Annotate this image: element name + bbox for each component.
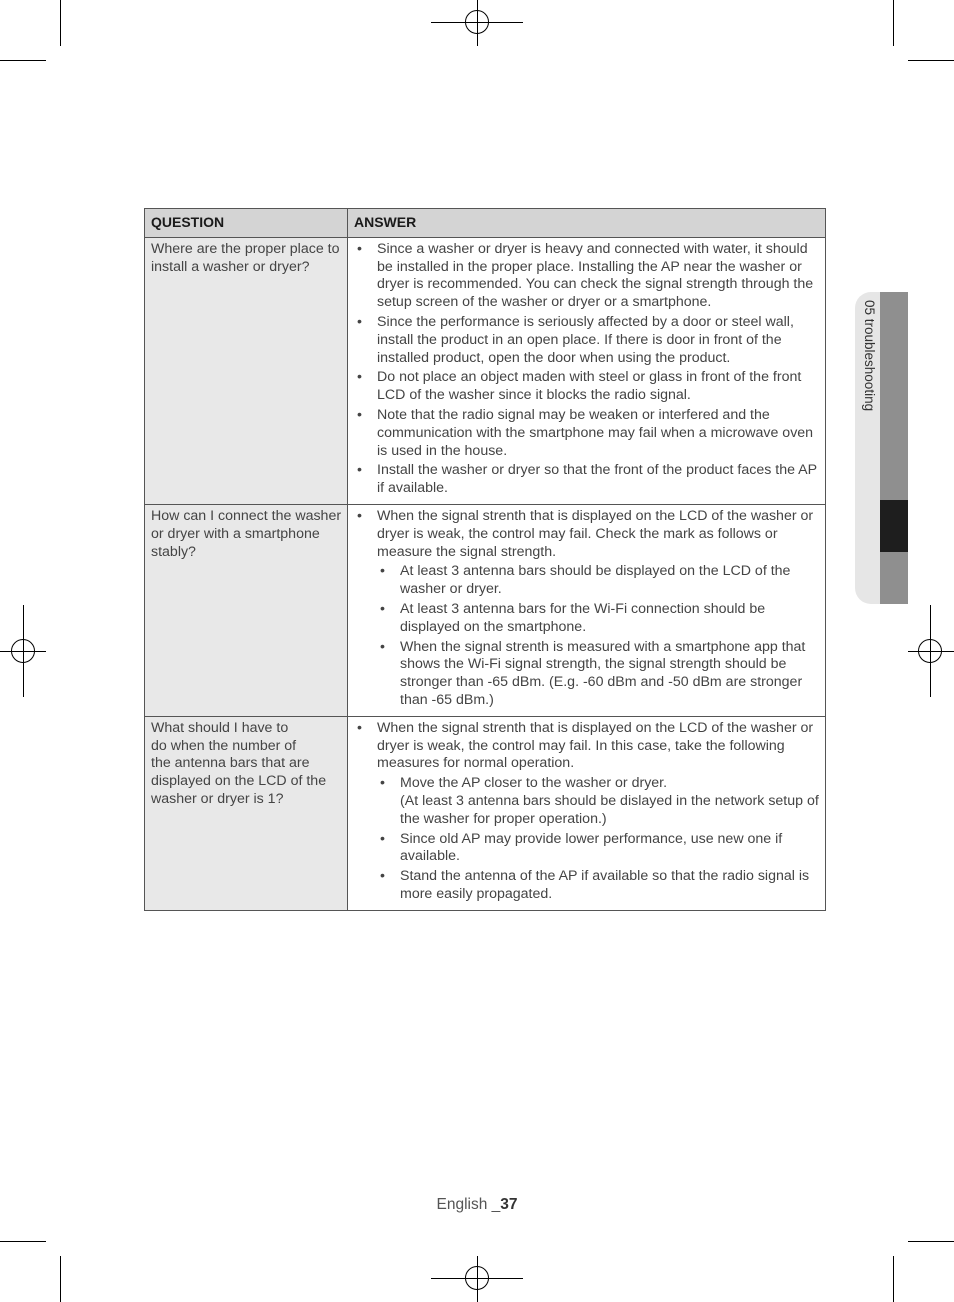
- answer-bullet-text: When the signal strenth that is displayed on the LCD of the washer or dryer is weak, the control may fail. In this case, take the following measures for normal operation.: [377, 719, 814, 772]
- answer-sub-bullet: [377, 775, 820, 828]
- chapter-tab-bar: [880, 292, 908, 604]
- crop-mark: [0, 1241, 46, 1242]
- answer-bullet: • Install the washer or dryer so that the front of the product faces the AP if available.: [354, 462, 820, 498]
- question-cell: How can I connect the washer or dryer with a smartphone stably?: [145, 504, 348, 716]
- table-header-row: [145, 209, 826, 238]
- answer-cell: [348, 716, 826, 910]
- answer-bullet: • Since a washer or dryer is heavy and connected with water, it should be installed in the proper place. Installing the AP near the washer or dryer is recommended. You can check the signal strength through the setup screen of the washer or dryer or a smartphone.: [354, 241, 820, 312]
- crop-mark: [908, 1241, 954, 1242]
- answer-bullet-text: When the signal strenth that is displayed on the LCD of the washer or dryer is weak, the control may fail. Check the mark as follows or measure the signal strength.: [377, 507, 814, 560]
- answer-sub-bullet: • Stand the antenna of the AP if available so that the radio signal is more easily propagated.: [377, 868, 820, 904]
- answer-sub-bullet: • At least 3 antenna bars should be displayed on the LCD of the washer or dryer.: [377, 563, 820, 599]
- chapter-tab-marker: [880, 500, 908, 552]
- question-line: displayed on the LCD of the: [151, 773, 327, 790]
- answer-bullet: • Do not place an object maden with steel or glass in front of the front LCD of the washer since it blocks the radio signal.: [354, 369, 820, 405]
- crop-mark: [60, 0, 61, 46]
- footer-language: English _: [436, 1196, 501, 1213]
- answer-sub-bullet: • When the signal strenth is measured with a smartphone app that shows the Wi-Fi signal strength, the signal strength should be stronger than -65 dBm. (E.g. -60 dBm and -50 dBm are stronger than -65 dBm.): [377, 639, 820, 710]
- answer-bullet: • Note that the radio signal may be weaken or interfered and the communication with the smartphone may fail when a microwave oven is used in the house.: [354, 407, 820, 460]
- answer-sub-bullet: • At least 3 antenna bars for the Wi-Fi connection should be displayed on the smartphone.: [377, 601, 820, 637]
- troubleshooting-table: [144, 208, 826, 911]
- question-line: the antenna bars that are: [151, 755, 310, 772]
- answer-sub-bullet-line: (At least 3 antenna bars should be dislayed in the network setup of the washer for proper operation.): [400, 792, 819, 827]
- answer-list: [354, 508, 820, 710]
- question-cell: [145, 716, 348, 910]
- answer-bullet: • Since the performance is seriously affected by a door or steel wall, install the product in an open place. If there is door in front of the installed product, open the door when using the product.: [354, 314, 820, 367]
- table-row: [145, 237, 826, 504]
- answer-sub-list: [377, 775, 820, 904]
- answer-bullet: [354, 508, 820, 710]
- registration-circle: [465, 10, 489, 34]
- crop-mark: [60, 1256, 61, 1302]
- answer-header: ANSWER: [348, 209, 826, 238]
- question-line: do when the number of: [151, 737, 297, 754]
- registration-circle: [11, 639, 35, 663]
- question-header: QUESTION: [145, 209, 348, 238]
- registration-circle: [918, 639, 942, 663]
- answer-list: [354, 241, 820, 498]
- question-line: What should I have to: [151, 719, 289, 736]
- answer-cell: [348, 504, 826, 716]
- question-line: washer or dryer is 1?: [151, 790, 284, 807]
- table-row: [145, 504, 826, 716]
- crop-mark: [0, 60, 46, 61]
- crop-mark: [893, 0, 894, 46]
- answer-bullet: [354, 720, 820, 904]
- crop-mark: [908, 60, 954, 61]
- question-cell: Where are the proper place to install a washer or dryer?: [145, 237, 348, 504]
- page-footer: [0, 1196, 954, 1214]
- page-number: 37: [500, 1196, 518, 1213]
- answer-sub-list: [377, 563, 820, 709]
- answer-list: [354, 720, 820, 904]
- registration-circle: [465, 1266, 489, 1290]
- crop-mark: [893, 1256, 894, 1302]
- chapter-label: 05 troubleshooting: [862, 300, 877, 412]
- answer-sub-bullet: • Since old AP may provide lower performance, use new one if available.: [377, 831, 820, 867]
- answer-sub-bullet-line: • Move the AP closer to the washer or dryer.: [400, 775, 668, 792]
- answer-cell: [348, 237, 826, 504]
- table-row: [145, 716, 826, 910]
